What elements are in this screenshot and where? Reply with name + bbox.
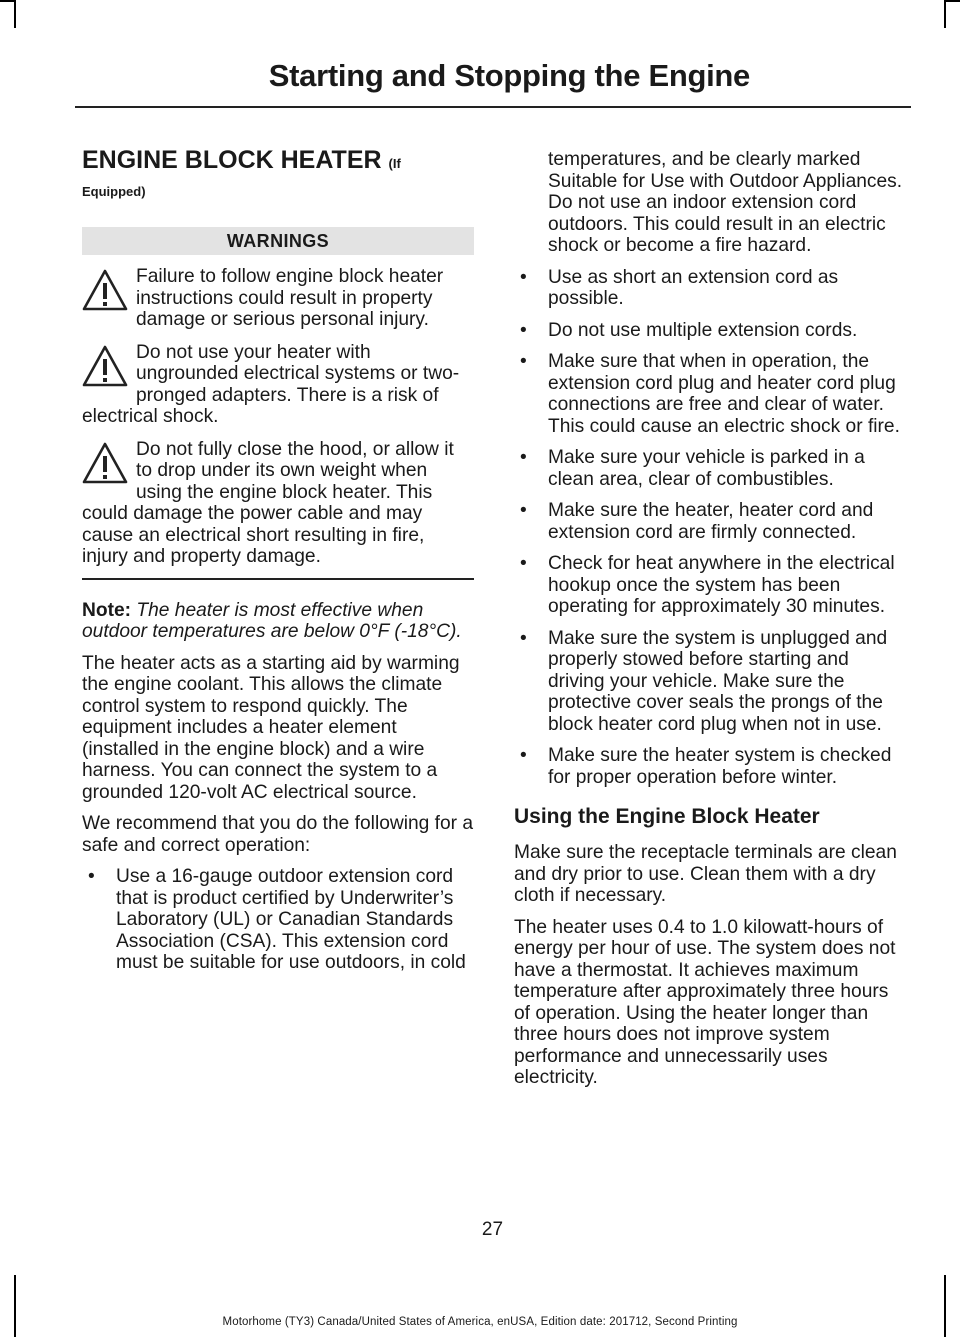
bullet-list [82,866,474,974]
list-item: • Make sure your vehicle is parked in a clean area, clear of combustibles. [520,447,865,490]
crop-mark [946,0,960,2]
list-item: • Do not use multiple extension cords. [520,319,858,341]
page-footer: Motorhome (TY3) Canada/United States of America, enUSA, Edition date: 201712, Second Printing [222,1316,738,1328]
list-item: • Use as short an extension cord as possible. [520,266,839,309]
warnings-box [82,227,474,580]
crop-mark [944,0,946,28]
list-item: • Make sure that when in operation, the extension cord plug and heater cord plug connections are free and clear of water. This could cause an electric shock or fire. [520,351,900,437]
warning-triangle-icon [82,441,128,485]
right-column [514,140,908,1099]
warnings-title: WARNINGS [82,227,474,255]
section-title-continued: Equipped) [82,184,146,199]
list-item: • Make sure the system is unplugged and properly stowed before starting and driving your vehicle. Make sure the protective cover seals the prongs of the block heater cord plug when not in use. [520,627,888,735]
paragraph: The heater uses 0.4 to 1.0 kilowatt-hours of energy per hour of use. The system does not have a thermostat. It achieves maximum temperature after approximately three hours of operation. Using the heater longer than three hours does not improve system performance and unnecessarily uses electricity. [514,916,896,1088]
left-column [82,140,474,984]
warning-text: Do not use your heater with ungrounded electrical systems or two-pronged adapters. There is a risk of electrical shock. [82,341,460,427]
warning-triangle-icon [82,268,128,312]
list-item-continued: temperatures, and be clearly marked Suitable for Use with Outdoor Appliances. Do not use an indoor extension cord outdoors. This could result in an electric shock or become a fire hazard. [548,149,903,256]
list-item: • Make sure the heater system is checked for proper operation before winter. [520,745,892,788]
bullet-list-continued [514,149,908,788]
warning-item [82,439,474,568]
warning-text: Failure to follow engine block heater instructions could result in property damage or serious personal injury. [136,266,444,330]
list-item: • Check for heat anywhere in the electrical hookup once the system has been operating for approximately 30 minutes. [520,553,895,617]
paragraph: The heater acts as a starting aid by warming the engine coolant. This allows the climate control system to respond quickly. The equipment includes a heater element (installed in the engine block) and a wire harness. You can connect the system to a grounded 120-volt AC electrical source. [82,652,460,803]
paragraph: Make sure the receptacle terminals are clean and dry prior to use. Clean them with a dry cloth if necessary. [514,842,897,906]
warning-item [82,266,474,331]
list-item: • Make sure the heater, heater cord and extension cord are firmly connected. [520,500,874,543]
warning-triangle-icon [82,344,128,388]
paragraph: We recommend that you do the following for a safe and correct operation: [82,813,474,856]
section-title: ENGINE BLOCK HEATER (If [82,146,401,174]
note: Note: The heater is most effective when outdoor temperatures are below 0°F (-18°C). [82,599,462,642]
warnings-end-rule [82,578,474,580]
header-rule [75,106,911,108]
crop-mark [0,0,14,2]
page-header-title: Starting and Stopping the Engine [268,58,750,93]
crop-mark [14,0,16,28]
subsection-title: Using the Engine Block Heater [514,805,820,828]
page-number: 27 [481,1219,504,1240]
list-item: • Use a 16-gauge outdoor extension cord that is product certified by Underwriter’s Laboratory (UL) or Canadian Standards Association (CSA). This extension cord must be suitable for use outdoors, in cold [88,866,466,973]
warning-item [82,342,474,428]
warning-text: Do not fully close the hood, or allow it to drop under its own weight when using the engine block heater. This could damage the power cable and may cause an electrical short resulting in fire, injury and property damage. [82,438,454,567]
